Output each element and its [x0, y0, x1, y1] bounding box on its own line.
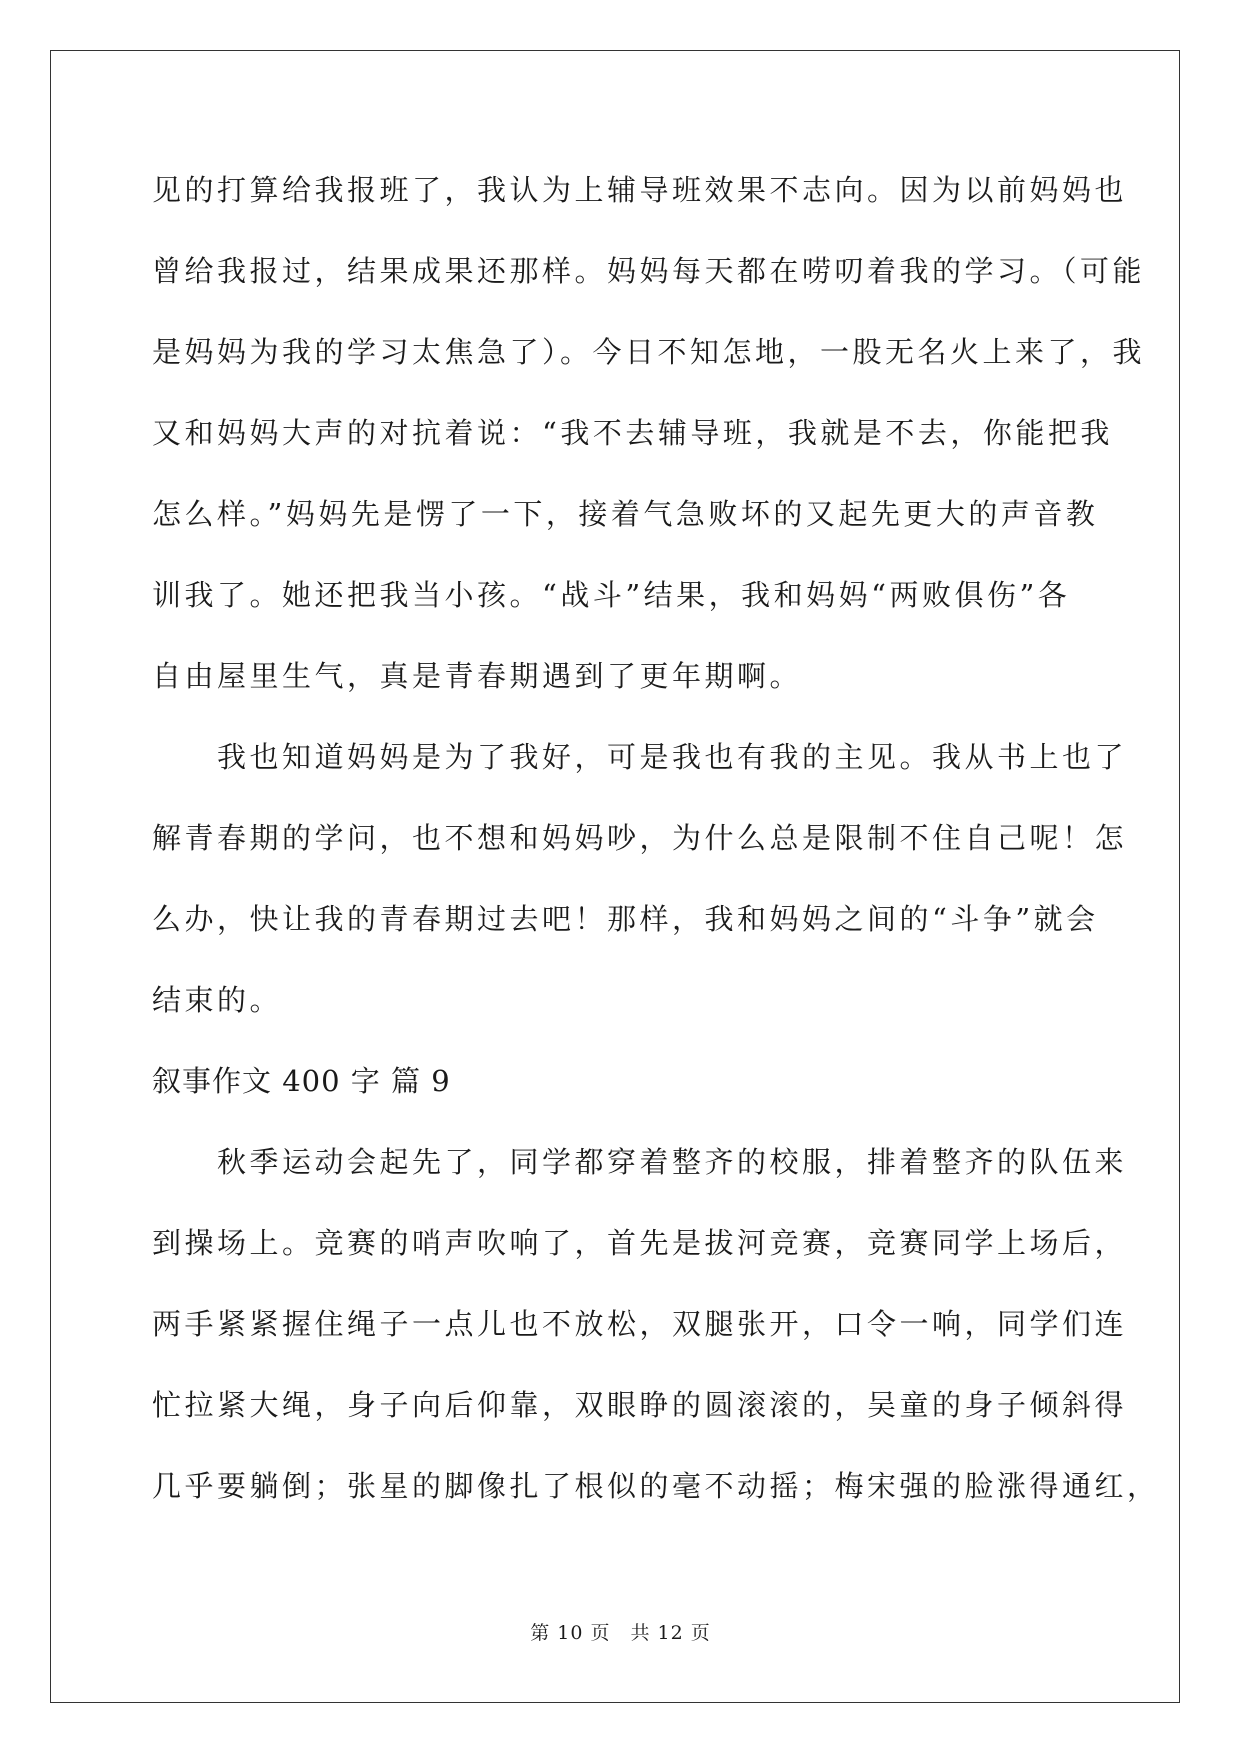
page-number-footer: 第 10 页 共 12 页: [530, 1622, 711, 1644]
text-line: 两手紧紧握住绳子一点儿也不放松，双腿张开，口令一响，同学们连: [152, 1307, 1128, 1341]
text-line: 忙拉紧大绳，身子向后仰靠，双眼睁的圆滚滚的，吴童的身子倾斜得: [152, 1388, 1128, 1422]
text-line: 是妈妈为我的学习太焦急了）。今日不知怎地，一股无名火上来了，我: [152, 335, 1146, 369]
document-body: [152, 160, 1160, 1537]
text-line: 到操场上。竞赛的哨声吹响了，首先是拔河竞赛，竞赛同学上场后，: [152, 1226, 1128, 1260]
text-line: 又和妈妈大声的对抗着说：“我不去辅导班，我就是不去，你能把我: [152, 416, 1113, 450]
section-heading: 叙事作文 400 字 篇 9: [152, 1064, 451, 1098]
text-line: 几乎要躺倒；张星的脚像扎了根似的毫不动摇；梅宋强的脸涨得通红，: [152, 1469, 1160, 1503]
text-line: 我也知道妈妈是为了我好，可是我也有我的主见。我从书上也了: [152, 740, 1128, 774]
text-line: 么办，快让我的青春期过去吧！那样，我和妈妈之间的“斗争”就会: [152, 902, 1099, 936]
text-line: 怎么样。”妈妈先是愣了一下，接着气急败坏的又起先更大的声音教: [152, 497, 1099, 531]
text-line: 见的打算给我报班了，我认为上辅导班效果不志向。因为以前妈妈也: [152, 173, 1128, 207]
text-line: 结束的。: [152, 983, 283, 1017]
text-line: 曾给我报过，结果成果还那样。妈妈每天都在唠叨着我的学习。（可能: [152, 254, 1146, 288]
text-line: 解青春期的学问，也不想和妈妈吵，为什么总是限制不住自己呢！怎: [152, 821, 1128, 855]
text-line: 秋季运动会起先了，同学都穿着整齐的校服，排着整齐的队伍来: [152, 1145, 1128, 1179]
text-line: 训我了。她还把我当小孩。“战斗”结果，我和妈妈“两败俱伤”各: [152, 578, 1071, 612]
text-line: 自由屋里生气，真是青春期遇到了更年期啊。: [152, 659, 803, 693]
